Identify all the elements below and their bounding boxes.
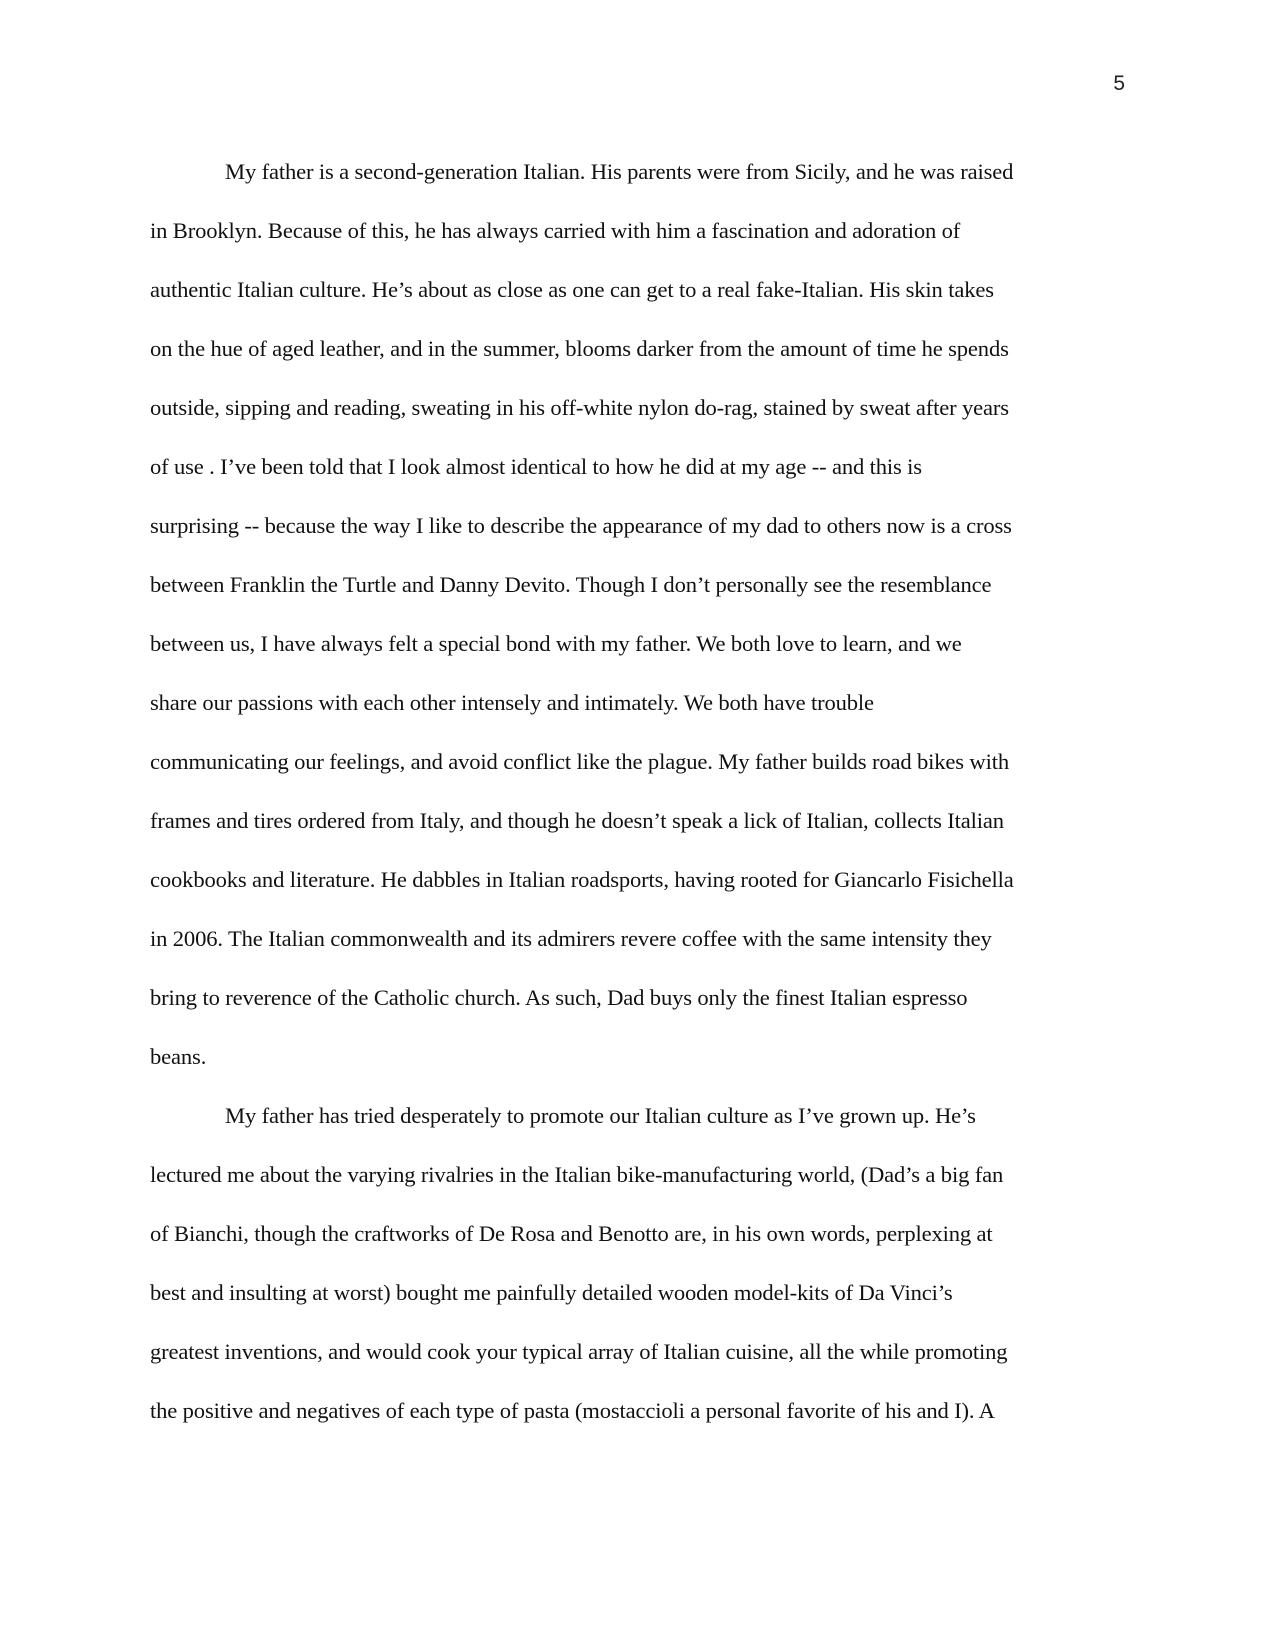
text-line: in 2006. The Italian commonwealth and its admirers revere coffee with the same intensity they [150,926,992,951]
text-line: authentic Italian culture. He’s about as close as one can get to a real fake-Italian. His skin takes [150,277,994,302]
text-line: greatest inventions, and would cook your typical array of Italian cuisine, all the while promoting [150,1339,1008,1364]
text-line: cookbooks and literature. He dabbles in Italian roadsports, having rooted for Giancarlo Fisichella [150,867,1014,892]
paragraph [150,1086,1125,1440]
text-line: frames and tires ordered from Italy, and though he doesn’t speak a lick of Italian, collects Italian [150,808,1004,833]
body-text [150,142,1125,1440]
text-line: the positive and negatives of each type of pasta (mostaccioli a personal favorite of his and I). A [150,1398,995,1423]
paragraph [150,142,1125,1086]
text-line: of use . I’ve been told that I look almost identical to how he did at my age -- and this is [150,454,922,479]
text-line: best and insulting at worst) bought me painfully detailed wooden model-kits of Da Vinci’s [150,1280,953,1305]
text-line: in Brooklyn. Because of this, he has always carried with him a fascination and adoration of [150,218,961,243]
text-line: share our passions with each other intensely and intimately. We both have trouble [150,690,874,715]
text-line: of Bianchi, though the craftworks of De Rosa and Benotto are, in his own words, perplexing at [150,1221,993,1246]
text-line: surprising -- because the way I like to describe the appearance of my dad to others now is a cross [150,513,1012,538]
text-line: on the hue of aged leather, and in the summer, blooms darker from the amount of time he spends [150,336,1009,361]
text-line: beans. [150,1044,207,1069]
text-line: lectured me about the varying rivalries in the Italian bike-manufacturing world, (Dad’s a big fan [150,1162,1004,1187]
text-line: bring to reverence of the Catholic church. As such, Dad buys only the finest Italian espresso [150,985,968,1010]
text-line: My father is a second-generation Italian. His parents were from Sicily, and he was raised [225,159,1014,184]
text-line: My father has tried desperately to promote our Italian culture as I’ve grown up. He’s [225,1103,976,1128]
text-line: between Franklin the Turtle and Danny Devito. Though I don’t personally see the resemblance [150,572,992,597]
text-line: between us, I have always felt a special bond with my father. We both love to learn, and we [150,631,962,656]
text-line: outside, sipping and reading, sweating in his off-white nylon do-rag, stained by sweat after years [150,395,1009,420]
text-line: communicating our feelings, and avoid conflict like the plague. My father builds road bikes with [150,749,1010,774]
page-number: 5 [1113,72,1125,95]
